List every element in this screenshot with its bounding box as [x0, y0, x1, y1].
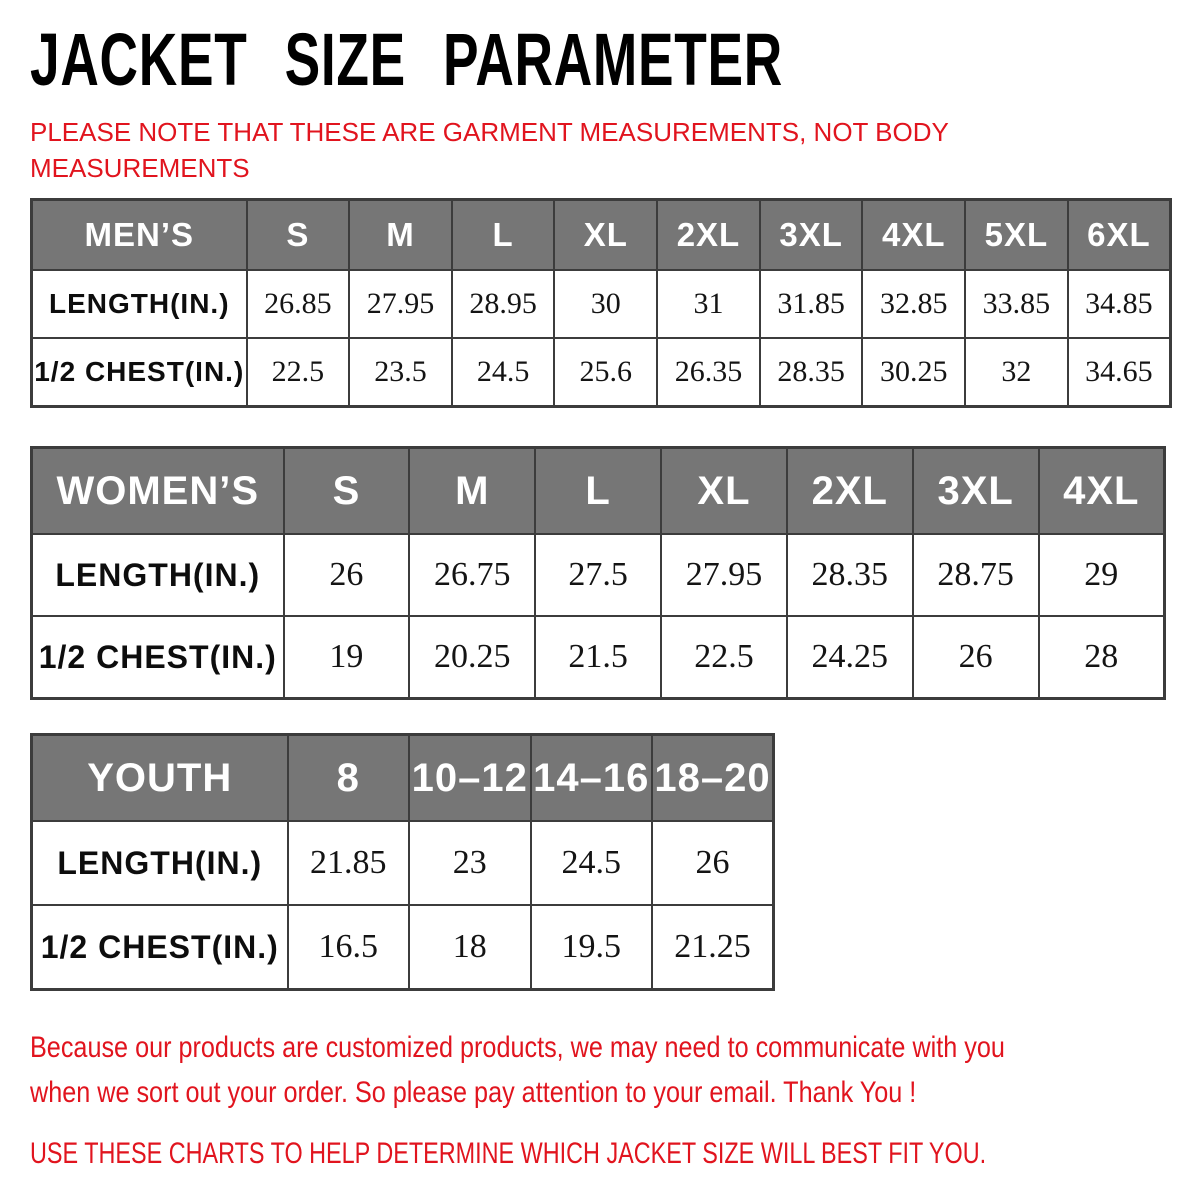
garment-measurement-note: PLEASE NOTE THAT THESE ARE GARMENT MEASUREMENTS, NOT BODY MEASUREMENTS	[30, 117, 949, 183]
size-column-header: 2XL	[657, 200, 760, 271]
table-header-row	[32, 200, 1171, 271]
page-title: JACKET SIZE PARAMETER	[30, 18, 783, 101]
mens-group-label: MEN’S	[32, 200, 247, 271]
customization-note-line2: when we sort out your order. So please pay attention to your email. Thank You !	[30, 1076, 917, 1109]
size-column-header: 4XL	[1039, 448, 1165, 535]
size-column-header: 2XL	[787, 448, 913, 535]
size-column-header: S	[247, 200, 350, 271]
measurement-value: 16.5	[288, 905, 410, 990]
mens-size-table	[30, 198, 1172, 408]
measurement-value: 26	[913, 616, 1039, 699]
size-column-header: XL	[554, 200, 657, 271]
table-row	[32, 616, 1165, 699]
youth-group-label: YOUTH	[32, 735, 288, 822]
size-column-header: 5XL	[965, 200, 1068, 271]
measurement-value: 23	[409, 821, 531, 905]
size-column-header: L	[535, 448, 661, 535]
measurement-value: 18	[409, 905, 531, 990]
customization-note	[30, 1025, 1013, 1115]
measurement-value: 24.5	[531, 821, 653, 905]
measurement-value: 26	[284, 534, 410, 616]
size-column-header: XL	[661, 448, 787, 535]
measurement-value: 28	[1039, 616, 1165, 699]
measurement-value: 26.75	[409, 534, 535, 616]
measurement-value: 27.95	[661, 534, 787, 616]
measurement-value: 30	[554, 270, 657, 338]
measurement-value: 31.85	[760, 270, 863, 338]
measurement-value: 27.5	[535, 534, 661, 616]
size-column-header: 3XL	[913, 448, 1039, 535]
measurement-value: 21.25	[652, 905, 774, 990]
size-column-header: L	[452, 200, 555, 271]
measurement-value: 31	[657, 270, 760, 338]
measurement-value: 34.85	[1068, 270, 1171, 338]
measurement-row-label: 1/2 CHEST(IN.)	[32, 905, 288, 990]
size-column-header: S	[284, 448, 410, 535]
measurement-value: 29	[1039, 534, 1165, 616]
size-column-header: M	[409, 448, 535, 535]
measurement-value: 27.95	[349, 270, 452, 338]
measurement-value: 24.25	[787, 616, 913, 699]
size-column-header: 6XL	[1068, 200, 1171, 271]
measurement-row-label: 1/2 CHEST(IN.)	[32, 616, 284, 699]
table-row	[32, 338, 1171, 407]
size-column-header: M	[349, 200, 452, 271]
size-column-header: 14–16	[531, 735, 653, 822]
measurement-value: 28.35	[787, 534, 913, 616]
measurement-value: 26.35	[657, 338, 760, 407]
measurement-row-label: LENGTH(IN.)	[32, 534, 284, 616]
measurement-value: 28.75	[913, 534, 1039, 616]
table-row	[32, 270, 1171, 338]
measurement-value: 22.5	[247, 338, 350, 407]
measurement-row-label: LENGTH(IN.)	[32, 821, 288, 905]
measurement-value: 26.85	[247, 270, 350, 338]
measurement-value: 32	[965, 338, 1068, 407]
measurement-value: 26	[652, 821, 774, 905]
size-column-header: 8	[288, 735, 410, 822]
measurement-row-label: 1/2 CHEST(IN.)	[32, 338, 247, 407]
measurement-value: 22.5	[661, 616, 787, 699]
size-column-header: 4XL	[862, 200, 965, 271]
measurement-value: 21.5	[535, 616, 661, 699]
size-column-header: 18–20	[652, 735, 774, 822]
youth-size-table	[30, 733, 775, 991]
womens-size-table	[30, 446, 1166, 700]
measurement-value: 19	[284, 616, 410, 699]
measurement-value: 19.5	[531, 905, 653, 990]
measurement-value: 28.35	[760, 338, 863, 407]
table-header-row	[32, 448, 1165, 535]
measurement-value: 33.85	[965, 270, 1068, 338]
measurement-value: 24.5	[452, 338, 555, 407]
customization-note-line1: Because our products are customized products, we may need to communicate with you	[30, 1031, 1005, 1064]
size-column-header: 10–12	[409, 735, 531, 822]
table-header-row	[32, 735, 774, 822]
table-row	[32, 534, 1165, 616]
measurement-value: 20.25	[409, 616, 535, 699]
measurement-value: 32.85	[862, 270, 965, 338]
measurement-value: 34.65	[1068, 338, 1171, 407]
table-row	[32, 821, 774, 905]
measurement-row-label: LENGTH(IN.)	[32, 270, 247, 338]
measurement-value: 30.25	[862, 338, 965, 407]
womens-group-label: WOMEN’S	[32, 448, 284, 535]
measurement-value: 23.5	[349, 338, 452, 407]
measurement-value: 28.95	[452, 270, 555, 338]
measurement-value: 25.6	[554, 338, 657, 407]
measurement-value: 21.85	[288, 821, 410, 905]
table-row	[32, 905, 774, 990]
fit-guidance-note: USE THESE CHARTS TO HELP DETERMINE WHICH JACKET SIZE WILL BEST FIT YOU.	[30, 1137, 987, 1170]
size-column-header: 3XL	[760, 200, 863, 271]
